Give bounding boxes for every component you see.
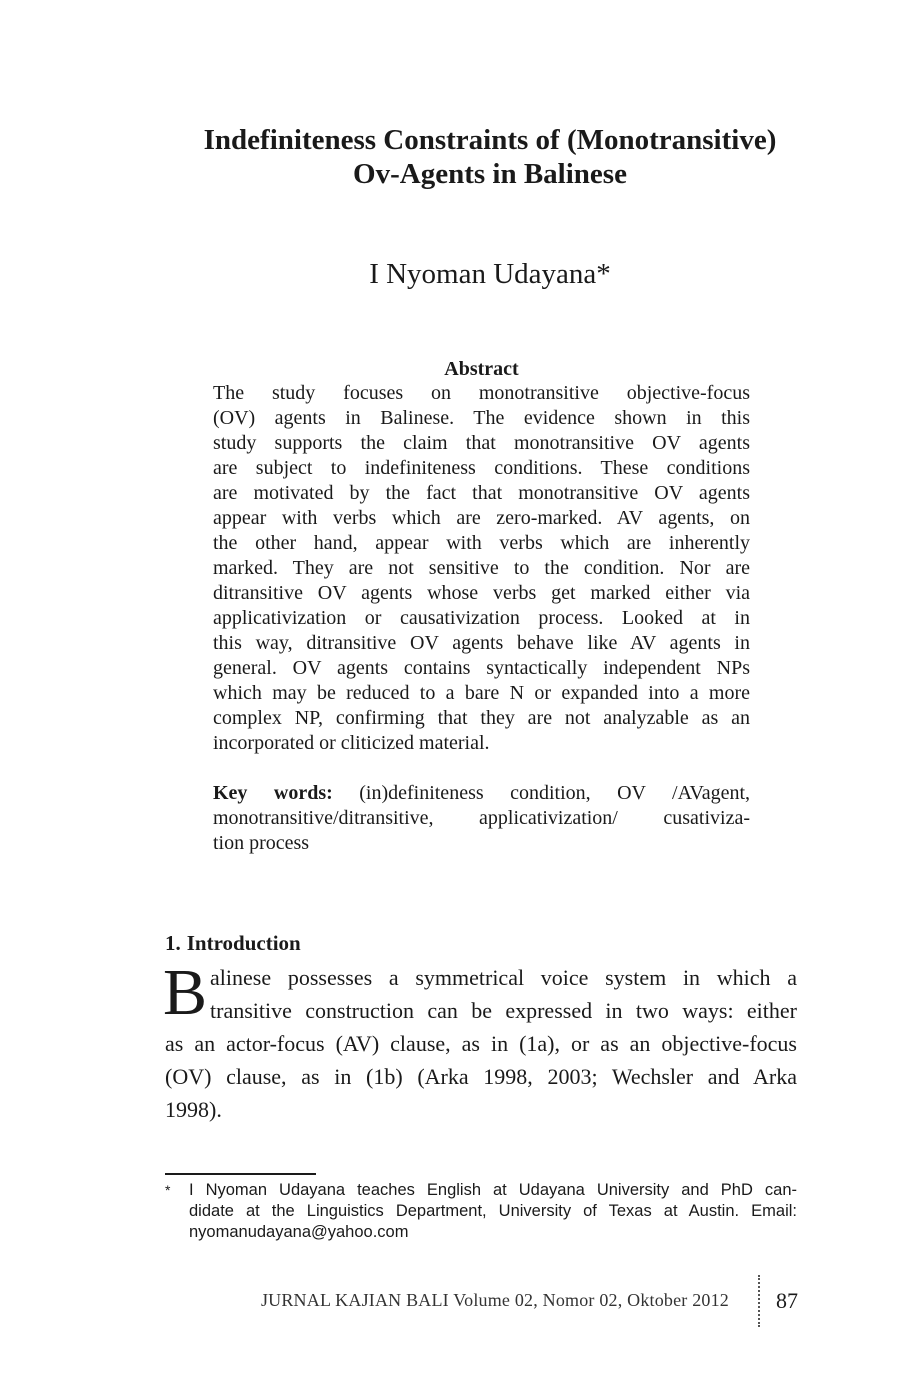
keywords-line-3: tion process [213, 832, 310, 854]
intro-line: as an actor-focus (AV) clause, as in (1a), or as an objective-focus [165, 1031, 797, 1056]
abstract-line: The study focuses on monotransitive objective-focus [213, 382, 750, 404]
page-number: 87 [776, 1288, 798, 1313]
keywords-label: Key words: [213, 782, 333, 804]
abstract-line: incorporated or cliticized material. [213, 732, 490, 754]
footnote-line: nyomanudayana@yahoo.com [189, 1223, 409, 1241]
section-number: 1. [165, 931, 181, 955]
intro-paragraph [163, 956, 797, 1126]
footnote-body [189, 1180, 797, 1243]
intro-line: alinese possesses a symmetrical voice system in which a [210, 965, 797, 990]
keywords-line-1 [213, 781, 750, 806]
abstract-line: the other hand, appear with verbs which are inherently [213, 532, 750, 554]
abstract-line: this way, ditransitive OV agents behave like AV agents in [213, 632, 750, 654]
abstract-line: which may be reduced to a bare N or expanded into a more [213, 682, 750, 704]
intro-line: transitive construction can be expressed in two ways: either [210, 998, 797, 1023]
abstract-line: are subject to indefiniteness conditions. These conditions [213, 457, 750, 479]
footnote-divider [165, 1173, 316, 1175]
section-heading [165, 929, 301, 957]
footnote-marker: * [165, 1182, 171, 1198]
keywords-line-2: monotransitive/ditransitive, applicativization/ cusativiza- [213, 807, 750, 829]
abstract-line: study supports the claim that monotransitive OV agents [213, 432, 750, 454]
author-name: I Nyoman Udayana* [369, 258, 611, 290]
keywords [213, 781, 750, 856]
abstract-line: general. OV agents contains syntactically independent NPs [213, 657, 750, 679]
footnote-line: didate at the Linguistics Department, University of Texas at Austin. Email: [189, 1202, 797, 1220]
abstract-line: appear with verbs which are zero-marked. AV agents, on [213, 507, 750, 529]
drop-cap: B [163, 956, 208, 1029]
intro-line: 1998). [165, 1097, 222, 1122]
journal-name: JURNAL KAJIAN BALI [260, 1290, 449, 1310]
abstract-line: (OV) agents in Balinese. The evidence shown in this [213, 407, 750, 429]
section-title: Introduction [186, 931, 301, 955]
abstract-body [213, 381, 750, 756]
abstract-line: ditransitive OV agents whose verbs get marked either via [213, 582, 750, 604]
paper-title-line-1: Indefiniteness Constraints of (Monotransitive) [203, 124, 777, 156]
abstract-line: marked. They are not sensitive to the condition. Nor are [213, 557, 750, 579]
abstract-heading: Abstract [444, 358, 519, 380]
intro-line: (OV) clause, as in (1b) (Arka 1998, 2003; Wechsler and Arka [165, 1064, 797, 1089]
running-footer [261, 1288, 729, 1312]
paper-title [100, 123, 880, 191]
footer-divider [758, 1275, 760, 1327]
journal-issue: Volume 02, Nomor 02, Oktober 2012 [448, 1290, 729, 1310]
paper-title-line-2: Ov-Agents in Balinese [353, 158, 627, 190]
abstract-line: are motivated by the fact that monotransitive OV agents [213, 482, 750, 504]
abstract-line: complex NP, confirming that they are not analyzable as an [213, 707, 750, 729]
abstract-line: applicativization or causativization process. Looked at in [213, 607, 750, 629]
footnote-line: I Nyoman Udayana teaches English at Udayana University and PhD can- [189, 1181, 797, 1199]
keywords-text: (in)definiteness condition, OV /AVagent, [332, 782, 751, 804]
